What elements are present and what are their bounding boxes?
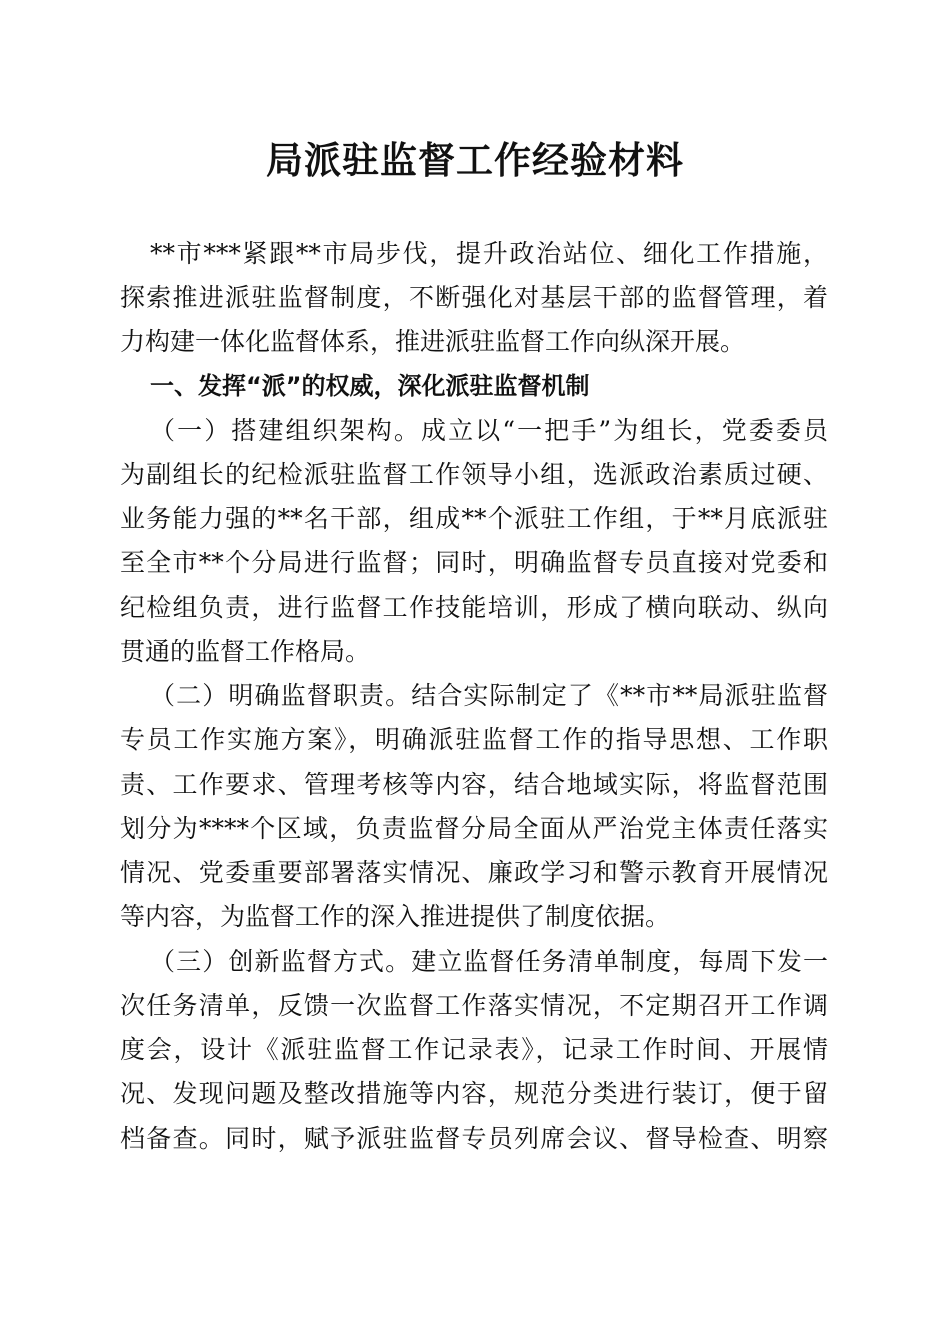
paragraph-line: 等内容，为监督工作的深入推进提供了制度依据。 <box>120 902 671 931</box>
paragraph-line: 划分为****个区域，负责监督分局全面从严治党主体责任落实 <box>120 814 828 843</box>
paragraph-line: （一）搭建组织架构。成立以“一把手”为组长，党委委员 <box>150 416 828 445</box>
paragraph-line: 度会，设计《派驻监督工作记录表》，记录工作时间、开展情 <box>120 1035 828 1064</box>
paragraph-line: 至全市**个分局进行监督；同时，明确监督专员直接对党委和 <box>120 548 828 577</box>
paragraph-line: 为副组长的纪检派驻监督工作领导小组，选派政治素质过硬、 <box>120 460 828 489</box>
paragraph-line: （二）明确监督职责。结合实际制定了《**市**局派驻监督 <box>150 681 828 710</box>
paragraph-line: **市***紧跟**市局步伐，提升政治站位、细化工作措施， <box>150 239 828 268</box>
paragraph-line: 专员工作实施方案》，明确派驻监督工作的指导思想、工作职 <box>120 725 828 754</box>
paragraph-line: （三）创新监督方式。建立监督任务清单制度，每周下发一 <box>150 947 828 976</box>
paragraph-line: 探索推进派驻监督制度，不断强化对基层干部的监督管理，着 <box>120 283 828 312</box>
paragraph-line: 档备查。同时，赋予派驻监督专员列席会议、督导检查、明察 <box>120 1124 828 1153</box>
paragraph-line: 业务能力强的**名干部，组成**个派驻工作组，于**月底派驻 <box>120 504 828 533</box>
paragraph-line: 贯通的监督工作格局。 <box>120 637 371 666</box>
paragraph-line: 情况、党委重要部署落实情况、廉政学习和警示教育开展情况 <box>120 858 828 887</box>
paragraph-line: 次任务清单，反馈一次监督工作落实情况，不定期召开工作调 <box>120 991 828 1020</box>
paragraph-line: 况、发现问题及整改措施等内容，规范分类进行装订，便于留 <box>120 1079 828 1108</box>
document-title: 局派驻监督工作经验材料 <box>266 138 684 182</box>
section-heading: 一、发挥“派”的权威，深化派驻监督机制 <box>150 372 590 400</box>
paragraph-line: 责、工作要求、管理考核等内容，结合地域实际，将监督范围 <box>120 770 828 799</box>
paragraph-line: 力构建一体化监督体系，推进派驻监督工作向纵深开展。 <box>120 327 746 356</box>
paragraph-line: 纪检组负责，进行监督工作技能培训，形成了横向联动、纵向 <box>120 593 828 622</box>
